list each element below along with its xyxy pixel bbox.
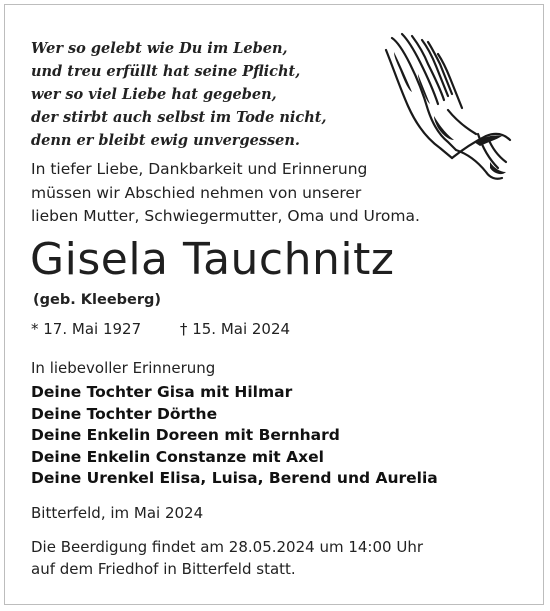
birth-name: (geb. Kleeberg) — [33, 292, 162, 308]
intro-line: lieben Mutter, Schwiegermutter, Oma und Uroma. — [31, 207, 420, 225]
mourner-line: Deine Tochter Gisa mit Hilmar — [31, 383, 293, 401]
funeral-line: Die Beerdigung findet am 28.05.2024 um 14:00 Uhr — [31, 538, 423, 556]
poem-line: und treu erfüllt hat seine Pflicht, — [31, 63, 301, 80]
mourner-line: Deine Urenkel Elisa, Luisa, Berend und Aurelia — [31, 469, 438, 487]
funeral-line: auf dem Friedhof in Bitterfeld statt. — [31, 559, 296, 578]
poem-line: denn er bleibt ewig unvergessen. — [31, 132, 300, 149]
mourner-line: Deine Enkelin Doreen mit Bernhard — [31, 426, 340, 444]
place-date: Bitterfeld, im Mai 2024 — [31, 504, 204, 522]
mourner-line: Deine Tochter Dörthe — [31, 404, 218, 423]
deceased-name: Gisela Tauchnitz — [30, 234, 395, 285]
life-dates — [31, 320, 290, 338]
mourners-heading: In liebevoller Erinnerung — [31, 359, 216, 377]
funeral-info — [31, 537, 423, 580]
poem-line: Wer so gelebt wie Du im Leben, — [31, 40, 288, 57]
birth-date: * 17. Mai 1927 — [31, 320, 142, 338]
poem-line: wer so viel Liebe hat gegeben, — [31, 86, 277, 103]
mourners-list — [31, 382, 438, 490]
poem-line: der stirbt auch selbst im Tode nicht, — [31, 109, 327, 126]
poem — [31, 37, 351, 152]
mourner-line: Deine Enkelin Constanze mit Axel — [31, 447, 324, 466]
intro-line: In tiefer Liebe, Dankbarkeit und Erinnerung — [31, 160, 368, 178]
intro-text — [31, 158, 511, 229]
death-date: † 15. Mai 2024 — [179, 320, 291, 338]
intro-line: müssen wir Abschied nehmen von unserer — [31, 183, 362, 202]
